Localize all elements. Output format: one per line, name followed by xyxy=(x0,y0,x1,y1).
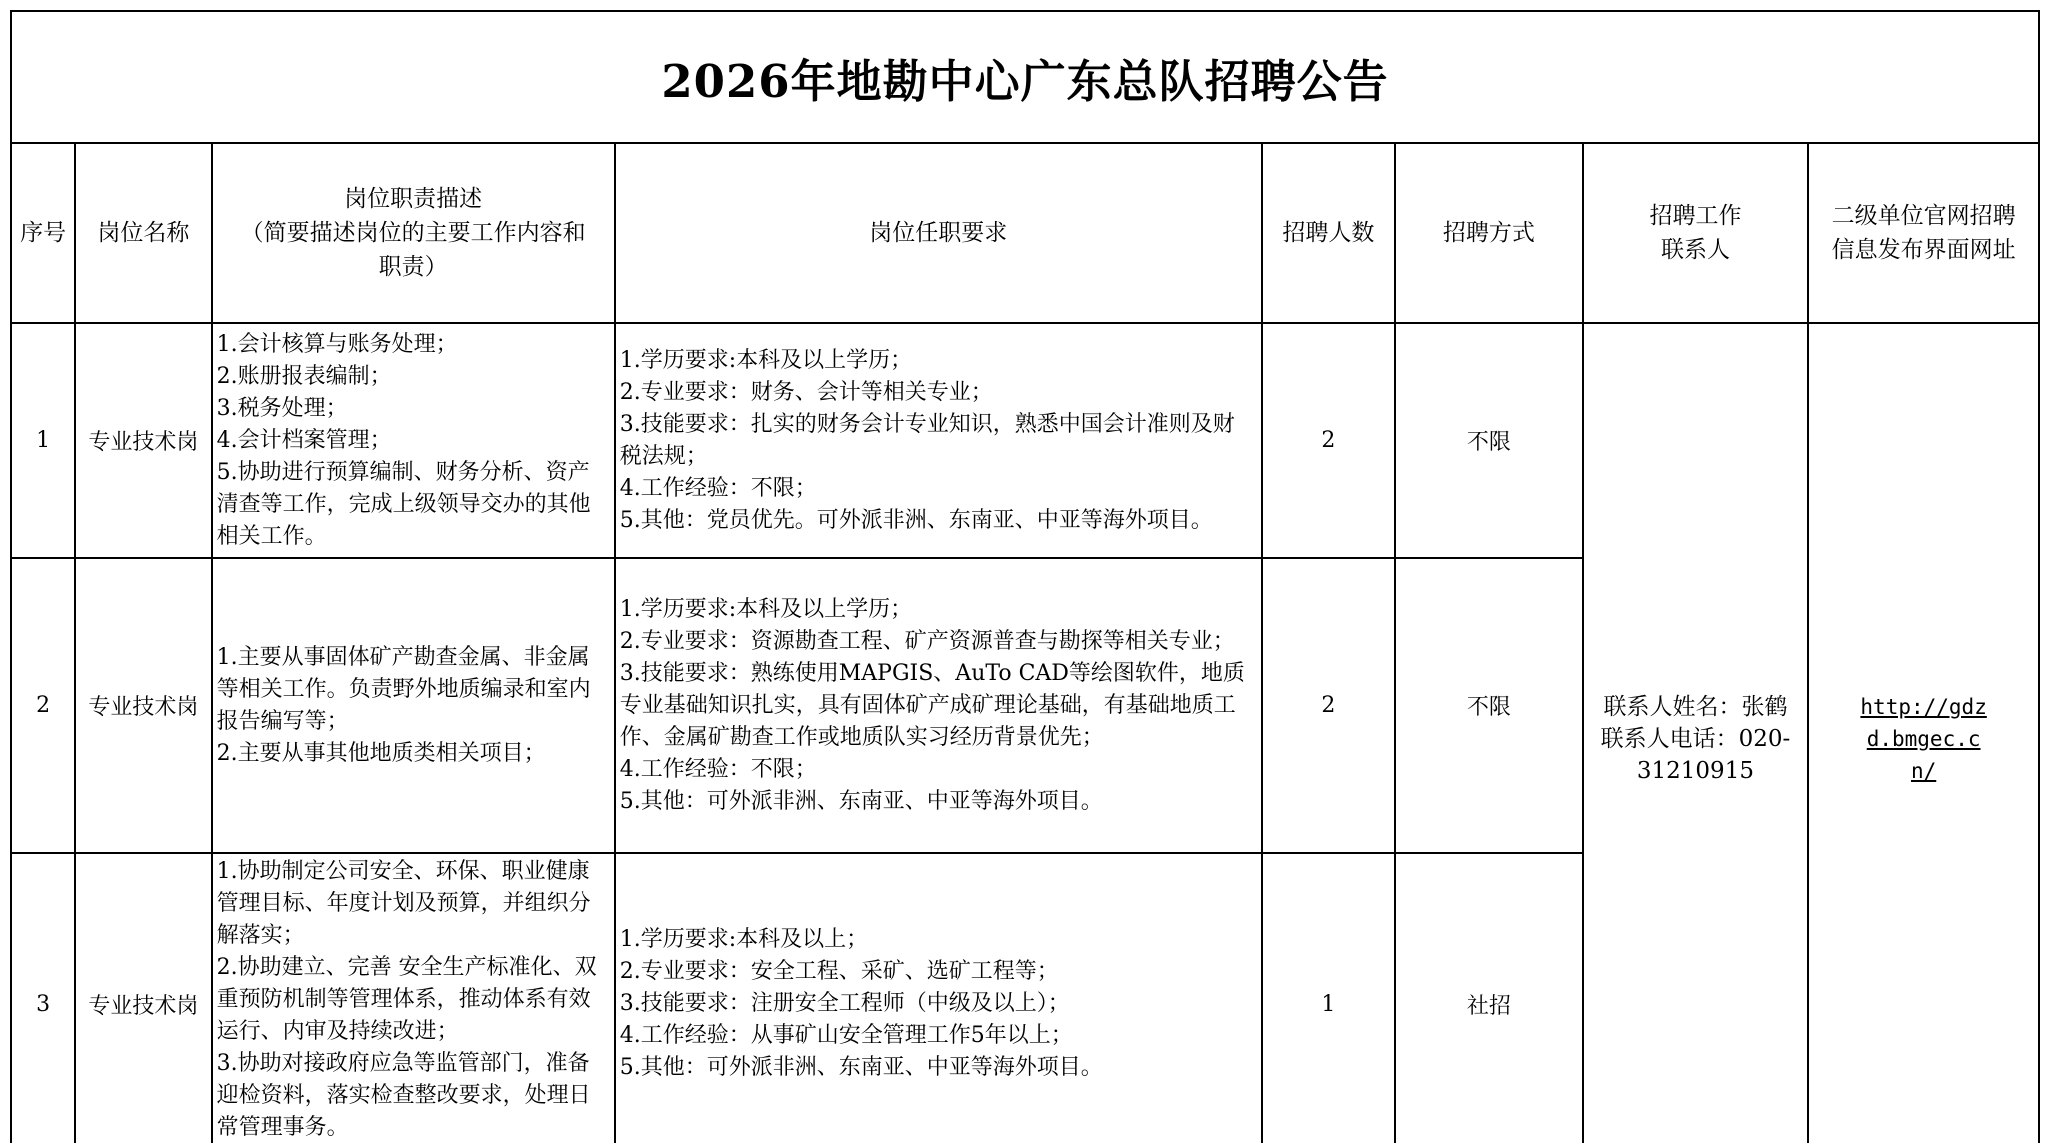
requirement-item: 2.专业要求：资源勘查工程、矿产资源普查与勘探等相关专业； xyxy=(619,628,1235,654)
recruitment-url-link[interactable]: http://gdzd.bmgec.cn/ xyxy=(1860,695,1987,783)
header-url xyxy=(1808,143,2039,323)
row-seq: 1 xyxy=(11,323,75,558)
contact-phone-line1: 联系人电话：020- xyxy=(1600,726,1791,752)
contact-name: 联系人姓名：张鹤 xyxy=(1603,694,1788,720)
requirement-item: 1.学历要求:本科及以上学历； xyxy=(619,347,913,373)
row-duties xyxy=(212,558,615,853)
header-duty-line2: （简要描述岗位的主要工作内容和 xyxy=(240,220,586,246)
duty-item: 3.税务处理； xyxy=(216,395,348,421)
duty-item: 3.协助对接政府应急等监管部门，准备迎检资料，落实检查整改要求，处理日常管理事务。 xyxy=(216,1051,591,1140)
header-url-line2: 信息发布界面网址 xyxy=(1831,237,2016,263)
row-position-name: 专业技术岗 xyxy=(75,853,211,1143)
row-count: 2 xyxy=(1262,558,1395,853)
recruitment-sheet xyxy=(10,10,2040,1143)
duty-item: 5.协助进行预算编制、财务分析、资产清查等工作，完成上级领导交办的其他相关工作。 xyxy=(216,459,591,549)
row-method: 不限 xyxy=(1395,323,1583,558)
contact-phone-line2: 31210915 xyxy=(1636,758,1754,784)
header-contact-line1: 招聘工作 xyxy=(1649,203,1742,229)
row-requirements xyxy=(615,558,1262,853)
header-contact-line2: 联系人 xyxy=(1660,237,1730,263)
duty-item: 4.会计档案管理； xyxy=(216,427,392,453)
requirement-item: 3.技能要求：注册安全工程师（中级及以上）； xyxy=(619,991,1070,1016)
header-count: 招聘人数 xyxy=(1262,143,1395,323)
header-requirements: 岗位任职要求 xyxy=(615,143,1262,323)
header-seq: 序号 xyxy=(11,143,75,323)
row-count: 2 xyxy=(1262,323,1395,558)
requirement-item: 4.工作经验：不限； xyxy=(619,475,817,501)
duty-item: 2.协助建立、完善 安全生产标准化、双重预防机制等管理体系，推动体系有效运行、内审及持续改进； xyxy=(216,955,597,1044)
row-method: 社招 xyxy=(1395,853,1583,1143)
header-duty-line1: 岗位职责描述 xyxy=(344,186,483,212)
duty-item: 2.账册报表编制； xyxy=(216,363,392,389)
requirement-item: 5.其他：党员优先。可外派非洲、东南亚、中亚等海外项目。 xyxy=(619,507,1213,533)
row-method: 不限 xyxy=(1395,558,1583,853)
requirement-item: 3.技能要求：扎实的财务会计专业知识，熟悉中国会计准则及财税法规； xyxy=(619,411,1235,469)
requirement-item: 4.工作经验：不限； xyxy=(619,756,817,782)
requirement-item: 1.学历要求:本科及以上学历； xyxy=(619,596,913,622)
requirement-item: 1.学历要求:本科及以上； xyxy=(619,927,869,952)
row-requirements xyxy=(615,323,1262,558)
header-url-line1: 二级单位官网招聘 xyxy=(1831,203,2016,229)
header-duty xyxy=(212,143,615,323)
requirement-item: 5.其他：可外派非洲、东南亚、中亚等海外项目。 xyxy=(619,788,1103,814)
table-row xyxy=(11,323,2039,558)
header-position-name: 岗位名称 xyxy=(75,143,211,323)
url-cell xyxy=(1808,323,2039,1143)
duties-clip xyxy=(217,854,610,1143)
row-position-name: 专业技术岗 xyxy=(75,323,211,558)
header-duty-line3: 职责） xyxy=(378,254,448,280)
duty-item: 2.主要从事其他地质类相关项目； xyxy=(216,740,546,766)
duty-item: 1.会计核算与账务处理； xyxy=(216,331,458,357)
row-duties xyxy=(212,323,615,558)
duty-item: 1.协助制定公司安全、环保、职业健康管理目标、年度计划及预算，并组织分解落实； xyxy=(216,859,591,948)
row-duties xyxy=(212,853,615,1143)
requirement-item: 2.专业要求：安全工程、采矿、选矿工程等； xyxy=(619,959,1059,984)
contact-cell xyxy=(1583,323,1809,1143)
requirement-item: 5.其他：可外派非洲、东南亚、中亚等海外项目。 xyxy=(619,1055,1103,1080)
requirement-item: 4.工作经验：从事矿山安全管理工作5年以上； xyxy=(619,1023,1073,1048)
header-method: 招聘方式 xyxy=(1395,143,1583,323)
row-seq: 2 xyxy=(11,558,75,853)
row-count: 1 xyxy=(1262,853,1395,1143)
page-title: 2026年地勘中心广东总队招聘公告 xyxy=(11,11,2039,143)
row-seq: 3 xyxy=(11,853,75,1143)
header-row xyxy=(11,143,2039,323)
header-contact xyxy=(1583,143,1809,323)
recruitment-table xyxy=(10,10,2040,1143)
requirement-item: 3.技能要求：熟练使用MAPGIS、AuTo CAD等绘图软件，地质专业基础知识扎实，具有固体矿产成矿理论基础，有基础地质工作、金属矿勘查工作或地质队实习经历背景优先； xyxy=(619,660,1245,750)
row-requirements xyxy=(615,853,1262,1143)
duty-item: 1.主要从事固体矿产勘查金属、非金属等相关工作。负责野外地质编录和室内报告编写等； xyxy=(216,644,591,734)
requirement-item: 2.专业要求：财务、会计等相关专业； xyxy=(619,379,993,405)
row-position-name: 专业技术岗 xyxy=(75,558,211,853)
